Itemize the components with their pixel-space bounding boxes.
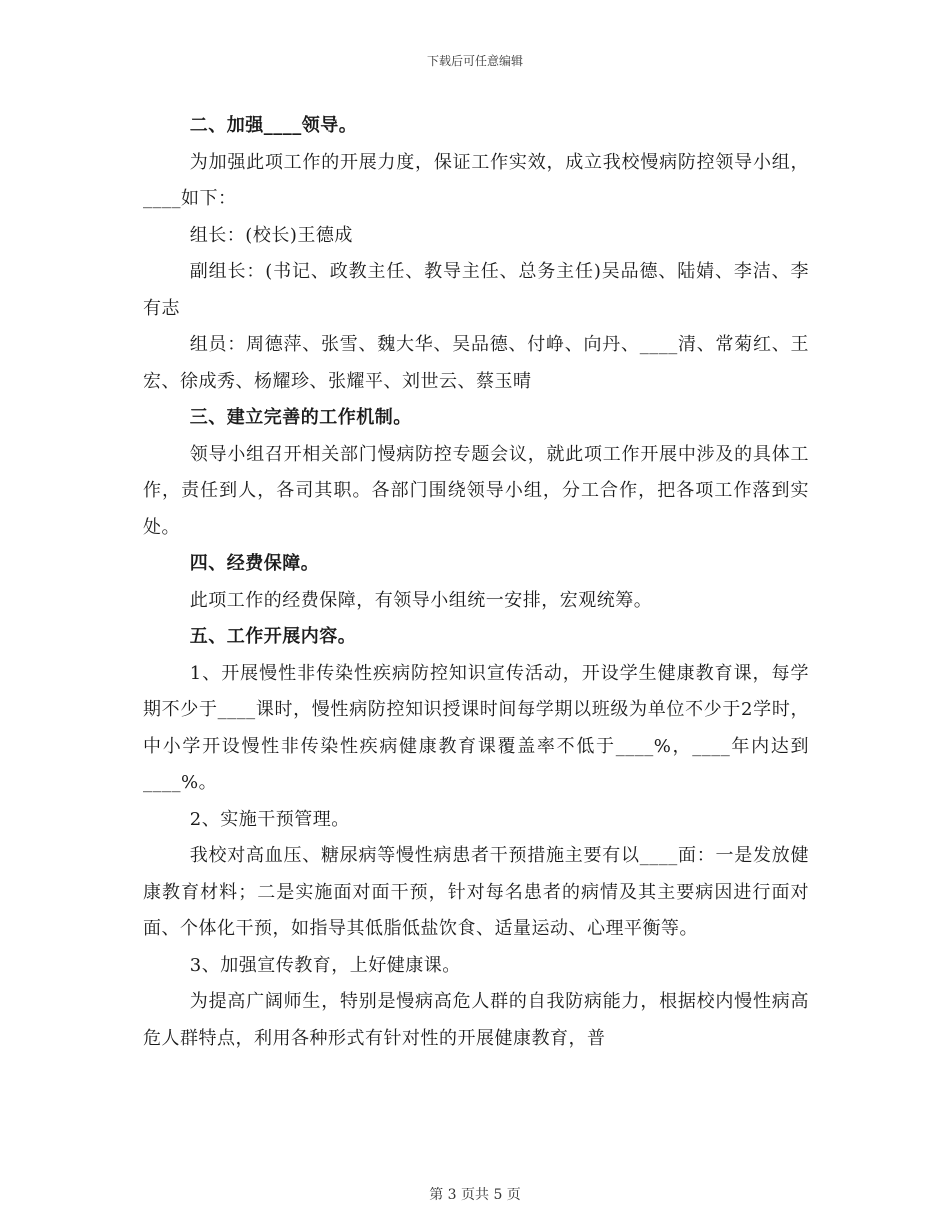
paragraph-group-members: 组员：周德萍、张雪、魏大华、吴品德、付峥、向丹、____清、常菊红、王宏、徐成秀、杨耀珍、张耀平、刘世云、蔡玉晴 [143, 334, 809, 392]
section-heading-funding: 四、经费保障。 [189, 553, 320, 574]
paragraph-leadership-intro: 为加强此项工作的开展力度，保证工作实效，成立我校慢病防控领导小组，____如下： [143, 151, 809, 209]
document-body [143, 108, 809, 1057]
paragraph-deputy-leaders: 副组长：(书记、政教主任、教导主任、总务主任)吴品德、陆婧、李洁、李有志 [143, 261, 809, 319]
section-heading-mechanism: 三、建立完善的工作机制。 [189, 407, 412, 428]
paragraph-item-2-title: 2、实施干预管理。 [189, 808, 350, 830]
page-header: 下载后可任意编辑 [426, 54, 523, 68]
paragraph-item-3-title: 3、加强宣传教育，上好健康课。 [189, 954, 461, 976]
paragraph-group-leader: 组长：(校长)王德成 [189, 224, 353, 246]
paragraph-item-3-body: 为提高广阔师生，特别是慢病高危人群的自我防病能力，根据校内慢性病高危人群特点，利用各种形式有针对性的开展健康教育，普 [143, 991, 809, 1049]
paragraph-item-2-body: 我校对高血压、糖尿病等慢性病患者干预措施主要有以____面：一是发放健康教育材料；二是实施面对面干预，针对每名患者的病情及其主要病因进行面对面、个体化干预，如指导其低脂低盐饮食、适量运动、心理平衡等。 [143, 845, 809, 939]
section-heading-leadership: 二、加强____领导。 [189, 115, 358, 136]
paragraph-mechanism: 领导小组召开相关部门慢病防控专题会议，就此项工作开展中涉及的具体工作，责任到人，各司其职。各部门围绕领导小组，分工合作，把各项工作落到实处。 [143, 443, 809, 538]
section-heading-content: 五、工作开展内容。 [189, 626, 357, 647]
paragraph-funding: 此项工作的经费保障，有领导小组统一安排，宏观统筹。 [189, 589, 653, 611]
page-footer: 第 3 页共 5 页 [429, 1187, 521, 1203]
paragraph-item-1: 1、开展慢性非传染性疾病防控知识宣传活动，开设学生健康教育课，每学期不少于____课时，慢性病防控知识授课时间每学期以班级为单位不少于2学时，中小学开设慢性非传染性疾病健康教育课覆盖率不低于____%，____年内达到____%。 [143, 662, 809, 793]
